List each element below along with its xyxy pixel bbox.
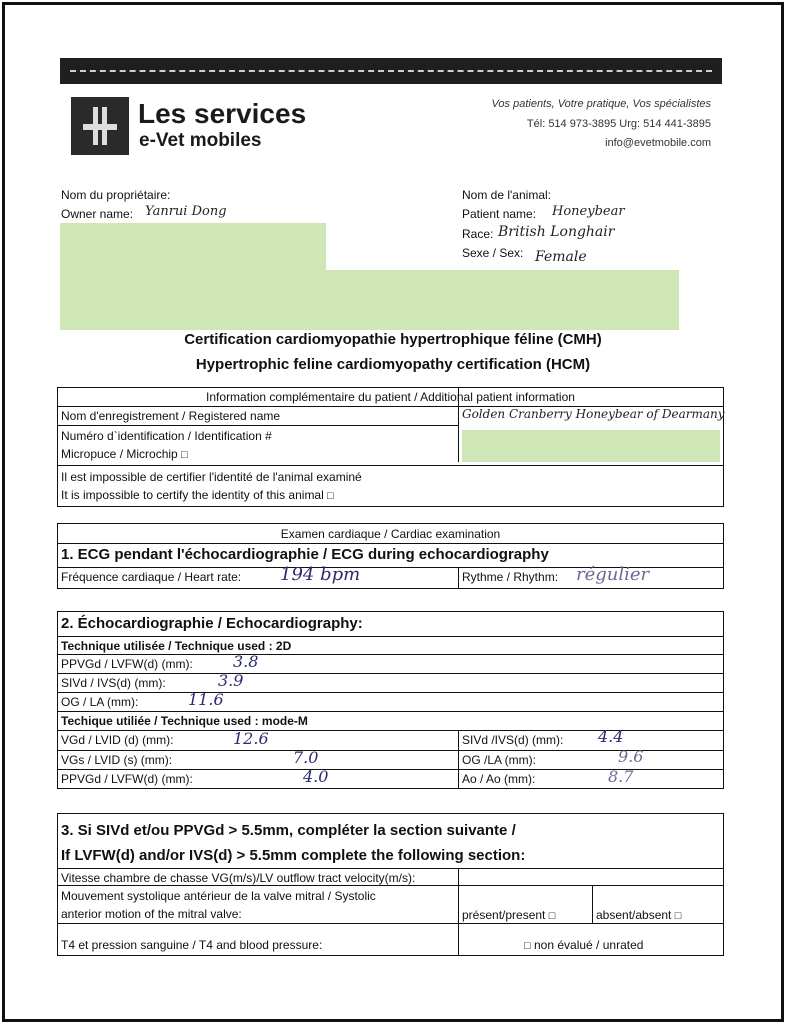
email: info@evetmobile.com bbox=[605, 137, 711, 149]
impossible-checkbox-icon[interactable]: □ bbox=[327, 490, 334, 502]
patient-name-label: Patient name: bbox=[462, 207, 537, 221]
sivd-value: 3.9 bbox=[218, 671, 244, 690]
patient-name-value: Honeybear bbox=[552, 204, 625, 219]
og-label: OG / LA (mm): bbox=[61, 695, 139, 709]
echo-table bbox=[57, 611, 724, 789]
section3-table bbox=[57, 813, 724, 956]
og2-label: OG /LA (mm): bbox=[462, 753, 537, 767]
unrated-option[interactable]: □ non évalué / unrated bbox=[524, 938, 644, 952]
rhythm-label: Rythme / Rhythm: bbox=[462, 570, 559, 584]
vgs-value: 7.0 bbox=[293, 748, 319, 767]
title-en: Hypertrophic feline cardiomyopathy certification (HCM) bbox=[195, 356, 591, 373]
heart-rate-value: 194 bpm bbox=[280, 564, 361, 585]
title-fr: Certification cardiomyopathie hypertrophique féline (CMH) bbox=[184, 331, 602, 348]
present-checkbox-icon[interactable]: □ bbox=[548, 910, 556, 922]
technique-2d: Technique utilisée / Technique used : 2D bbox=[61, 639, 292, 653]
rhythm-value: régulier bbox=[576, 564, 650, 585]
impossible-label-en: It is impossible to certify the identity of this animal □ bbox=[61, 488, 334, 502]
phone-numbers: Tél: 514 973-3895 Urg: 514 441-3895 bbox=[526, 118, 711, 130]
race-value: British Longhair bbox=[498, 224, 615, 240]
brand-subtitle: e-Vet mobiles bbox=[139, 130, 262, 151]
absent-checkbox-icon[interactable]: □ bbox=[674, 910, 682, 922]
impossible-label-fr: Il est impossible de certifier l'identité de l'animal examiné bbox=[61, 470, 362, 484]
vgd-label: VGd / LVID (d) (mm): bbox=[61, 733, 174, 747]
ecg-title: 1. ECG pendant l'échocardiographie / ECG during echocardiography bbox=[61, 546, 549, 563]
unrated-checkbox-icon[interactable]: □ bbox=[524, 940, 531, 952]
sex-value: Female bbox=[535, 249, 587, 265]
ppvgd2-label: PPVGd / LVFW(d) (mm): bbox=[61, 772, 193, 786]
og2-value: 9.6 bbox=[618, 747, 644, 766]
cardiac-header: Examen cardiaque / Cardiac examination bbox=[280, 527, 501, 541]
additional-info-header: Information complémentaire du patient / Additional patient information bbox=[206, 390, 575, 404]
section3-title-fr: 3. Si SIVd et/ou PPVGd > 5.5mm, compléter la section suivante / bbox=[61, 822, 516, 839]
sam-label-line1: Mouvement systolique antérieur de la valve mitral / Systolic bbox=[61, 889, 376, 903]
microchip-label: Micropuce / Microchip □ bbox=[61, 447, 188, 461]
present-option[interactable]: présent/present □ bbox=[462, 908, 556, 922]
ppvgd-value: 3.8 bbox=[233, 652, 259, 671]
og-value: 11.6 bbox=[188, 690, 224, 709]
owner-name-value: Yanrui Dong bbox=[145, 204, 227, 219]
tagline: Vos patients, Votre pratique, Vos spécialistes bbox=[491, 98, 711, 110]
ao-value: 8.7 bbox=[608, 767, 634, 786]
heart-rate-label: Fréquence cardiaque / Heart rate: bbox=[61, 570, 242, 584]
animal-label-fr: Nom de l'animal: bbox=[462, 188, 551, 202]
velocity-label: Vitesse chambre de chasse VG(m/s)/LV outflow tract velocity(m/s): bbox=[61, 871, 416, 885]
sivd-label: SIVd / IVS(d) (mm): bbox=[61, 676, 166, 690]
additional-info-table bbox=[57, 387, 724, 507]
absent-option[interactable]: absent/absent □ bbox=[596, 908, 682, 922]
t4-label: T4 et pression sanguine / T4 and blood pressure: bbox=[61, 938, 323, 952]
sivd2-value: 4.4 bbox=[598, 727, 624, 746]
header-bar bbox=[60, 58, 722, 84]
redacted-block bbox=[462, 430, 720, 462]
brand-title: Les services bbox=[138, 98, 307, 129]
identification-label: Numéro d`identification / Identification # bbox=[61, 429, 272, 443]
ecg-table bbox=[57, 523, 724, 589]
microchip-checkbox-icon[interactable]: □ bbox=[181, 449, 188, 461]
section3-title-en: If LVFW(d) and/or IVS(d) > 5.5mm complete the following section: bbox=[61, 847, 526, 864]
sex-label: Sexe / Sex: bbox=[462, 246, 524, 260]
sivd2-label: SIVd /IVS(d) (mm): bbox=[462, 733, 564, 747]
ppvgd-label: PPVGd / LVFW(d) (mm): bbox=[61, 657, 193, 671]
ppvgd2-value: 4.0 bbox=[303, 767, 329, 786]
registered-name-value: Golden Cranberry Honeybear of Dearmany bbox=[462, 407, 725, 421]
redacted-block bbox=[60, 270, 679, 330]
vgd-value: 12.6 bbox=[233, 729, 269, 748]
owner-label-fr: Nom du propriétaire: bbox=[61, 188, 171, 202]
echo-title: 2. Échocardiographie / Echocardiography: bbox=[61, 615, 363, 632]
owner-label-en: Owner name: bbox=[61, 207, 134, 221]
redacted-block bbox=[60, 223, 326, 273]
technique-m-mode: Techique utiliée / Technique used : mode-M bbox=[61, 714, 308, 728]
evet-logo-icon bbox=[71, 97, 129, 155]
registered-name-label: Nom d'enregistrement / Registered name bbox=[61, 409, 281, 423]
sam-label-line2: anterior motion of the mitral valve: bbox=[61, 907, 242, 921]
vgs-label: VGs / LVID (s) (mm): bbox=[61, 753, 173, 767]
race-label: Race: bbox=[462, 227, 494, 241]
ao-label: Ao / Ao (mm): bbox=[462, 772, 536, 786]
